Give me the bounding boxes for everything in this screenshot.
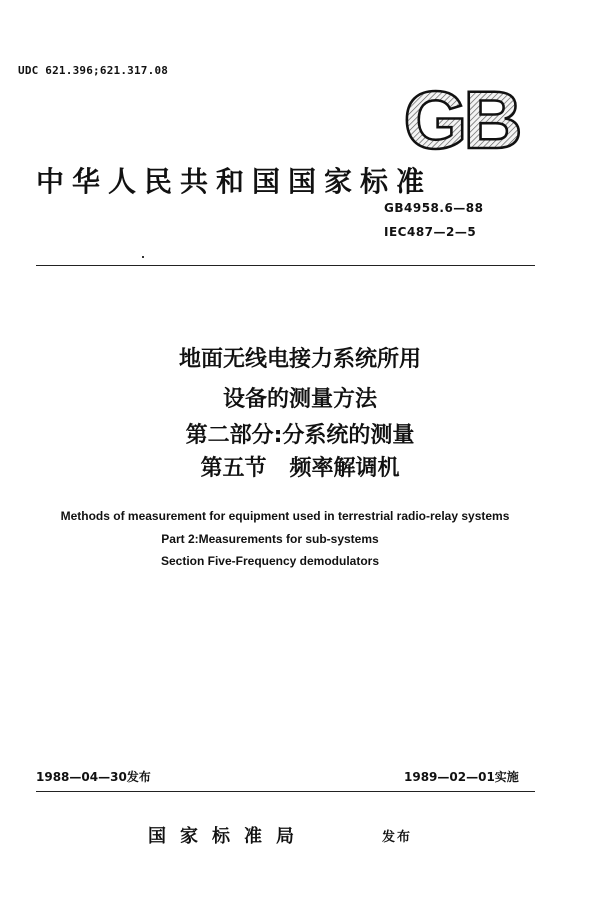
gb-logo-text: GB: [403, 80, 519, 156]
standard-code-gb: GB4958.6—88: [384, 201, 484, 215]
speck-mark: [142, 256, 144, 258]
publisher-name: 国家标准局: [148, 826, 308, 847]
publisher-suffix: 发布: [382, 830, 413, 845]
en-title-line-2: Part 2:Measurements for sub-systems: [161, 532, 379, 546]
gb-logo: [386, 80, 536, 156]
cn-title-line-3: 第二部分:分系统的测量: [185, 423, 415, 448]
issue-date: 1988—04—30发布: [36, 770, 151, 784]
standard-code-iec: IEC487—2—5: [384, 225, 477, 239]
en-title-line-1: Methods of measurement for equipment used in terrestrial radio-relay systems: [60, 509, 510, 523]
standard-title: 中华人民共和国国家标准: [36, 165, 433, 198]
footer-divider: [36, 791, 535, 792]
udc-code: UDC 621.396;621.317.08: [18, 64, 169, 77]
cn-title-line-1: 地面无线电接力系统所用: [178, 347, 421, 372]
en-title-line-3: Section Five-Frequency demodulators: [160, 554, 380, 568]
cn-title-line-2: 设备的测量方法: [222, 387, 377, 412]
header-divider: [36, 265, 535, 266]
implement-date: 1989—02—01实施: [404, 770, 519, 784]
cn-title-line-4: 第五节 频率解调机: [200, 456, 400, 481]
